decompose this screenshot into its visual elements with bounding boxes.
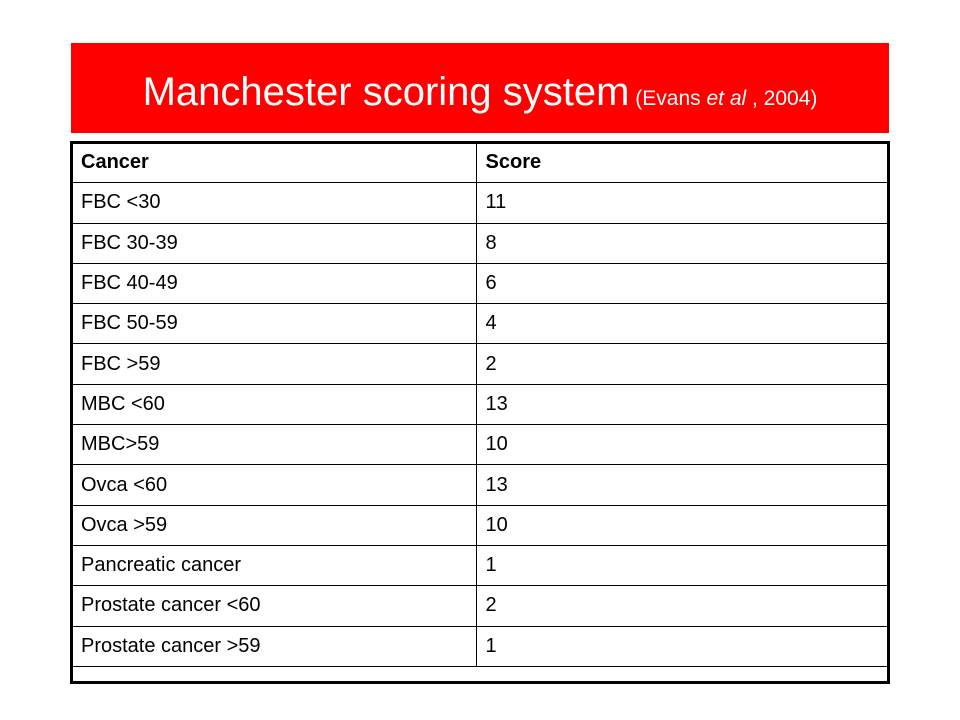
score-table [71, 142, 889, 667]
table-row [72, 223, 889, 263]
cancer-cell: Prostate cancer <60 [72, 586, 477, 626]
score-cell: 2 [476, 344, 888, 384]
score-cell: 1 [476, 626, 888, 666]
cancer-cell: MBC>59 [72, 425, 477, 465]
title-main: Manchester scoring system [142, 70, 630, 114]
cancer-cell: FBC >59 [72, 344, 477, 384]
cancer-cell: MBC <60 [72, 384, 477, 424]
table-row [72, 183, 889, 223]
table-row [72, 344, 889, 384]
citation-open: (Evans [629, 87, 707, 110]
score-cell: 8 [476, 223, 888, 263]
cancer-cell: FBC 40-49 [72, 263, 477, 303]
score-cell: 6 [476, 263, 888, 303]
score-cell: 4 [476, 304, 888, 344]
score-cell: 13 [476, 465, 888, 505]
table-row [72, 545, 889, 585]
table-row [72, 304, 889, 344]
cancer-cell: FBC 50-59 [72, 304, 477, 344]
score-cell: 1 [476, 545, 888, 585]
cancer-cell: Pancreatic cancer [72, 545, 477, 585]
header-cancer: Cancer [72, 143, 477, 183]
score-cell: 13 [476, 384, 888, 424]
score-cell: 11 [476, 183, 888, 223]
score-cell: 10 [476, 505, 888, 545]
title-citation [629, 87, 817, 110]
score-cell: 10 [476, 425, 888, 465]
header-score: Score [476, 143, 888, 183]
cancer-cell: FBC 30-39 [72, 223, 477, 263]
table-row [72, 626, 889, 666]
cancer-cell: Prostate cancer >59 [72, 626, 477, 666]
table-row [72, 586, 889, 626]
score-cell: 2 [476, 586, 888, 626]
page-title [143, 72, 818, 112]
citation-close: , 2004) [746, 87, 818, 110]
citation-et-al: et al [706, 87, 747, 110]
title-banner [71, 43, 889, 133]
table-row [72, 384, 889, 424]
cancer-cell: FBC <30 [72, 183, 477, 223]
table-row [72, 465, 889, 505]
cancer-cell: Ovca >59 [72, 505, 477, 545]
table-row [72, 425, 889, 465]
cancer-cell: Ovca <60 [72, 465, 477, 505]
table-header-row [72, 143, 889, 183]
table-row [72, 505, 889, 545]
table-row [72, 263, 889, 303]
